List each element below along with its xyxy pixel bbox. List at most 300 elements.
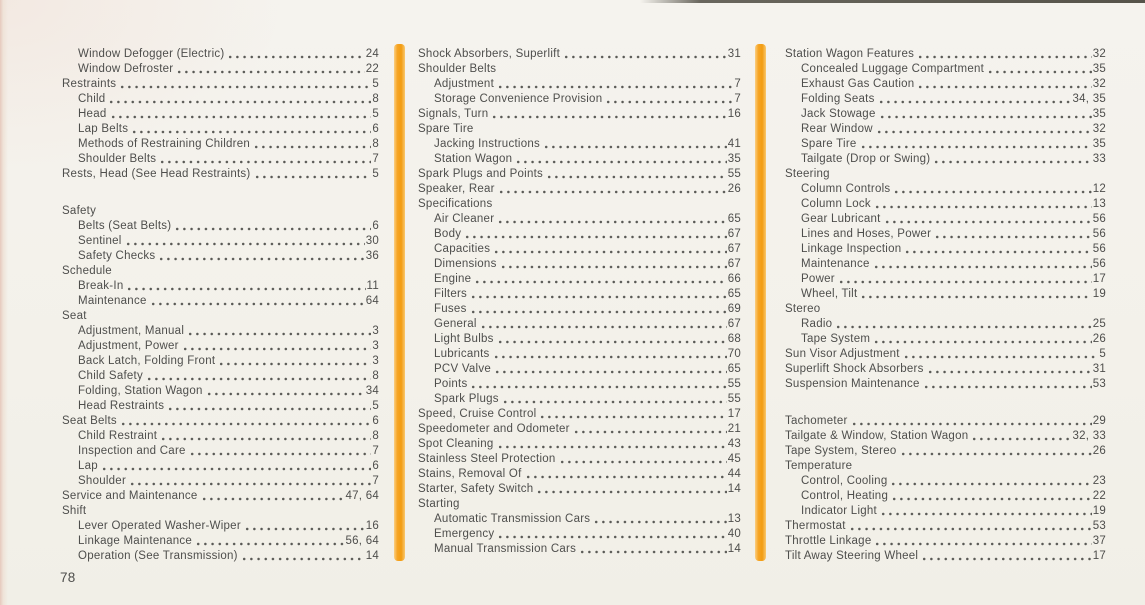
index-entry: [418, 226, 741, 241]
index-entry-label: Stereo: [785, 303, 821, 315]
index-entry: [418, 271, 741, 286]
index-entry-page: 67: [727, 228, 741, 240]
dot-leader: [875, 541, 1091, 547]
index-entry: [785, 61, 1106, 76]
dot-leader: [242, 556, 365, 562]
dot-leader: [988, 69, 1092, 75]
index-entry-label: Suspension Maintenance: [785, 378, 920, 390]
index-entry-label: Station Wagon: [434, 153, 513, 165]
index-entry: [62, 323, 379, 338]
index-entry: [62, 533, 379, 548]
dot-leader: [924, 384, 1092, 390]
index-entry-label: Back Latch, Folding Front: [78, 355, 216, 367]
index-entry-page: 55: [727, 393, 741, 405]
dot-leader: [494, 354, 727, 360]
index-entry-label: Sentinel: [78, 235, 122, 247]
index-entry: [62, 518, 379, 533]
index-entry-label: Body: [434, 228, 462, 240]
index-entry-page: 8: [372, 370, 379, 382]
dot-leader: [972, 436, 1071, 442]
index-entry-page: 35: [1092, 108, 1106, 120]
index-entry: [62, 293, 379, 308]
index-entry: [418, 211, 741, 226]
index-entry-page: 36: [365, 250, 379, 262]
index-entry: [62, 76, 379, 91]
index-entry: [418, 106, 741, 121]
index-entry-page: 5: [372, 168, 379, 180]
index-entry-page: 35: [727, 153, 741, 165]
dot-leader: [580, 549, 727, 555]
index-entry-label: Shock Absorbers, Superlift: [418, 48, 561, 60]
index-entry-label: Spot Cleaning: [418, 438, 494, 450]
index-entry-label: General: [434, 318, 477, 330]
index-entry-page: 32: [1092, 48, 1106, 60]
index-entry: [785, 413, 1106, 428]
index-entry-page: 17: [1092, 550, 1106, 562]
index-entry-label: Safety Checks: [78, 250, 156, 262]
index-entry-page: 25: [1092, 318, 1106, 330]
index-entry-label: Inspection and Care: [78, 445, 186, 457]
index-entry-page: 22: [1092, 490, 1106, 502]
dot-leader: [875, 204, 1092, 210]
index-entry: [785, 76, 1106, 91]
dot-leader: [885, 219, 1092, 225]
index-entry-label: Control, Heating: [801, 490, 889, 502]
dot-leader: [894, 189, 1091, 195]
index-entry-label: PCV Valve: [434, 363, 492, 375]
index-entry-label: Lap: [78, 460, 98, 472]
index-entry: [418, 436, 741, 451]
index-entry-label: Lines and Hoses, Power: [801, 228, 932, 240]
dot-leader: [471, 294, 727, 300]
index-entry-page: 12: [1092, 183, 1106, 195]
dot-leader: [501, 264, 727, 270]
dot-leader: [880, 114, 1092, 120]
index-entry-page: 24: [365, 48, 379, 60]
index-entry-label: Break-In: [78, 280, 124, 292]
index-entry-label: Fuses: [434, 303, 467, 315]
dot-leader: [874, 339, 1091, 345]
index-entry: [785, 256, 1106, 271]
index-entry: [418, 181, 741, 196]
index-entry-label: Folding, Station Wagon: [78, 385, 203, 397]
index-entry-label: Schedule: [62, 265, 112, 277]
dot-leader: [102, 466, 371, 472]
dot-leader: [228, 54, 364, 60]
index-entry-page: 31: [1092, 363, 1106, 375]
index-entry-label: Light Bulbs: [434, 333, 494, 345]
index-entry-label: Speedometer and Odometer: [418, 423, 570, 435]
index-entry-page: 56: [1092, 258, 1106, 270]
index-entry: [785, 166, 1106, 181]
index-entry: [785, 533, 1106, 548]
index-entry-label: Operation (See Transmission): [78, 550, 238, 562]
index-entry-page: 32: [1092, 78, 1106, 90]
index-entry-label: Service and Maintenance: [62, 490, 198, 502]
index-entry-page: 69: [727, 303, 741, 315]
index-entry: [785, 316, 1106, 331]
index-entry: [418, 451, 741, 466]
index-entry: [418, 421, 741, 436]
index-entry-page: 6: [372, 460, 379, 472]
index-entry: [785, 106, 1106, 121]
index-entry-page: 6: [372, 123, 379, 135]
index-entry-page: 3: [372, 340, 379, 352]
index-entry-label: Adjustment: [434, 78, 495, 90]
index-entry-label: Tape System, Stereo: [785, 445, 897, 457]
index-entry-label: Power: [801, 273, 835, 285]
index-entry-label: Starter, Safety Switch: [418, 483, 534, 495]
index-entry: [418, 91, 741, 106]
index-entry: [418, 316, 741, 331]
dot-leader: [255, 174, 372, 180]
index-entry: [785, 361, 1106, 376]
dot-leader: [168, 406, 371, 412]
dot-leader: [127, 286, 365, 292]
index-entry-page: 17: [727, 408, 741, 420]
index-entry-label: Stainless Steel Protection: [418, 453, 556, 465]
index-entry-page: 5: [372, 108, 379, 120]
dot-leader: [935, 234, 1092, 240]
index-entry-label: Child: [78, 93, 106, 105]
dot-leader: [540, 414, 726, 420]
index-entry: [785, 181, 1106, 196]
dot-leader: [499, 189, 727, 195]
index-entry-label: Lap Belts: [78, 123, 129, 135]
index-entry-page: 55: [727, 378, 741, 390]
index-entry-label: Folding Seats: [801, 93, 875, 105]
index-entry: [418, 541, 741, 556]
index-entry-label: Restraints: [62, 78, 117, 90]
dot-leader: [495, 369, 727, 375]
dot-leader: [874, 264, 1092, 270]
dot-leader: [120, 84, 371, 90]
index-entry: [418, 331, 741, 346]
dot-leader: [126, 241, 365, 247]
index-entry: [418, 61, 741, 76]
index-entry-page: 37: [1092, 535, 1106, 547]
dot-leader: [503, 399, 727, 405]
index-entry-page: 23: [1092, 475, 1106, 487]
index-entry-page: 53: [1092, 378, 1106, 390]
index-entry-label: Concealed Luggage Compartment: [801, 63, 985, 75]
index-entry-label: Head Restraints: [78, 400, 165, 412]
dot-leader: [516, 159, 726, 165]
index-entry-label: Station Wagon Features: [785, 48, 915, 60]
dot-leader: [111, 114, 372, 120]
index-entry: [785, 458, 1106, 473]
index-entry: [418, 151, 741, 166]
index-entry: [418, 166, 741, 181]
dot-leader: [161, 436, 371, 442]
index-entry: [785, 271, 1106, 286]
index-entry: [62, 136, 379, 151]
dot-leader: [465, 234, 726, 240]
dot-leader: [151, 301, 365, 307]
index-entry-page: 68: [727, 333, 741, 345]
index-entry-page: 14: [727, 543, 741, 555]
index-entry: [418, 136, 741, 151]
index-entry-label: Adjustment, Power: [78, 340, 179, 352]
index-entry: [62, 248, 379, 263]
index-entry: [785, 121, 1106, 136]
index-entry: [418, 376, 741, 391]
index-entry: [785, 46, 1106, 61]
column-divider: [394, 44, 405, 561]
index-entry: [785, 376, 1106, 391]
dot-leader: [207, 391, 365, 397]
index-entry: [785, 301, 1106, 316]
index-entry: [418, 256, 741, 271]
index-entry-page: 65: [727, 213, 741, 225]
index-entry-label: Tape System: [801, 333, 871, 345]
index-entry-page: 5: [372, 78, 379, 90]
index-entry-page: 26: [1092, 445, 1106, 457]
dot-leader: [183, 346, 372, 352]
index-entry: [418, 511, 741, 526]
dot-leader: [861, 294, 1091, 300]
index-entry-page: 3: [372, 325, 379, 337]
dot-leader: [544, 144, 727, 150]
index-entry-page: 26: [727, 183, 741, 195]
index-entry-label: Safety: [62, 205, 97, 217]
index-entry-label: Thermostat: [785, 520, 846, 532]
dot-leader: [850, 526, 1092, 532]
index-entry-label: Maintenance: [801, 258, 870, 270]
section-gap: [785, 391, 1106, 413]
index-entry: [62, 203, 379, 218]
index-entry-page: 16: [727, 108, 741, 120]
index-entry-label: Steering: [785, 168, 830, 180]
dot-leader: [836, 324, 1091, 330]
index-column-right: [785, 46, 1106, 563]
index-entry: [62, 233, 379, 248]
index-entry-label: Window Defogger (Electric): [78, 48, 225, 60]
dot-leader: [560, 459, 727, 465]
index-entry-label: Child Safety: [78, 370, 144, 382]
index-entry-page: 43: [727, 438, 741, 450]
index-entry-label: Spare Tire: [418, 123, 474, 135]
dot-leader: [498, 219, 726, 225]
index-entry-label: Rests, Head (See Head Restraints): [62, 168, 251, 180]
index-entry-page: 19: [1092, 505, 1106, 517]
dot-leader: [892, 496, 1092, 502]
index-entry-label: Specifications: [418, 198, 493, 210]
dot-leader: [547, 174, 727, 180]
index-entry-label: Tachometer: [785, 415, 848, 427]
index-entry: [418, 241, 741, 256]
index-entry: [62, 166, 379, 181]
index-entry-page: 29: [1092, 415, 1106, 427]
index-entry-label: Head: [78, 108, 107, 120]
dot-leader: [574, 429, 727, 435]
index-entry-page: 5: [372, 400, 379, 412]
index-entry-page: 56: [1092, 243, 1106, 255]
index-entry: [62, 383, 379, 398]
index-entry-page: 65: [727, 288, 741, 300]
index-entry-label: Storage Convenience Provision: [434, 93, 603, 105]
index-entry: [62, 458, 379, 473]
dot-leader: [901, 451, 1092, 457]
dot-leader: [245, 526, 365, 532]
dot-leader: [904, 354, 1099, 360]
index-entry-page: 32: [1092, 123, 1106, 135]
index-entry-page: 7: [734, 78, 741, 90]
index-entry: [785, 136, 1106, 151]
dot-leader: [494, 249, 727, 255]
index-entry: [785, 443, 1106, 458]
index-entry-page: 6: [372, 220, 379, 232]
index-entry: [418, 286, 741, 301]
index-entry-label: Control, Cooling: [801, 475, 888, 487]
index-entry-page: 56, 64: [345, 535, 379, 547]
dot-leader: [928, 369, 1092, 375]
index-entry-label: Jacking Instructions: [434, 138, 540, 150]
index-entry: [62, 548, 379, 563]
index-entry-label: Temperature: [785, 460, 853, 472]
index-entry: [785, 151, 1106, 166]
index-entry: [62, 503, 379, 518]
index-entry-label: Automatic Transmission Cars: [434, 513, 591, 525]
index-entry-page: 56: [1092, 228, 1106, 240]
dot-leader: [219, 361, 371, 367]
index-entry-label: Speaker, Rear: [418, 183, 495, 195]
index-entry: [418, 391, 741, 406]
index-entry-page: 53: [1092, 520, 1106, 532]
index-entry: [418, 196, 741, 211]
index-column-left: [62, 46, 379, 563]
index-entry-page: 70: [727, 348, 741, 360]
index-entry: [418, 361, 741, 376]
index-entry-label: Capacities: [434, 243, 491, 255]
index-entry-label: Seat: [62, 310, 87, 322]
index-entry-page: 8: [372, 93, 379, 105]
index-entry-page: 7: [734, 93, 741, 105]
dot-leader: [526, 474, 727, 480]
dot-leader: [109, 99, 371, 105]
index-entry-label: Jack Stowage: [801, 108, 876, 120]
index-entry-label: Rear Window: [801, 123, 873, 135]
index-entry-label: Maintenance: [78, 295, 147, 307]
index-entry-label: Points: [434, 378, 468, 390]
index-entry-page: 47, 64: [345, 490, 379, 502]
index-entry: [62, 428, 379, 443]
dot-leader: [891, 481, 1091, 487]
dot-leader: [130, 481, 371, 487]
column-divider: [755, 44, 766, 561]
scan-top-edge: [640, 0, 1145, 3]
index-entry-label: Superlift Shock Absorbers: [785, 363, 924, 375]
dot-leader: [147, 376, 371, 382]
dot-leader: [175, 226, 371, 232]
index-entry-page: 19: [1092, 288, 1106, 300]
dot-leader: [879, 99, 1072, 105]
index-entry-page: 67: [727, 243, 741, 255]
dot-leader: [537, 489, 726, 495]
index-entry-label: Exhaust Gas Caution: [801, 78, 915, 90]
dot-leader: [861, 144, 1092, 150]
dot-leader: [160, 159, 371, 165]
index-entry-page: 64: [365, 295, 379, 307]
index-entry: [785, 428, 1106, 443]
index-entry-page: 31: [727, 48, 741, 60]
index-entry-label: Linkage Inspection: [801, 243, 902, 255]
index-entry-page: 17: [1092, 273, 1106, 285]
index-entry-page: 6: [372, 415, 379, 427]
index-entry-label: Speed, Cruise Control: [418, 408, 537, 420]
index-entry: [62, 218, 379, 233]
index-entry: [62, 91, 379, 106]
dot-leader: [594, 519, 726, 525]
index-entry: [62, 473, 379, 488]
index-entry-label: Column Controls: [801, 183, 891, 195]
index-entry-page: 3: [372, 355, 379, 367]
dot-leader: [498, 444, 727, 450]
index-entry: [62, 121, 379, 136]
index-entry-page: 7: [372, 153, 379, 165]
dot-leader: [202, 496, 345, 502]
index-entry-page: 65: [727, 363, 741, 375]
dot-leader: [922, 556, 1092, 562]
index-entry-label: Gear Lubricant: [801, 213, 881, 225]
dot-leader: [196, 541, 344, 547]
index-entry-label: Radio: [801, 318, 833, 330]
index-entry-label: Seat Belts: [62, 415, 117, 427]
index-entry-label: Sun Visor Adjustment: [785, 348, 900, 360]
dot-leader: [492, 114, 726, 120]
index-entry: [62, 46, 379, 61]
dot-leader: [905, 249, 1091, 255]
index-entry: [62, 106, 379, 121]
index-entry-page: 14: [365, 550, 379, 562]
index-entry-page: 8: [372, 138, 379, 150]
index-entry-page: 45: [727, 453, 741, 465]
index-entry-page: 44: [727, 468, 741, 480]
index-entry: [785, 488, 1106, 503]
index-entry: [62, 338, 379, 353]
index-entry: [418, 406, 741, 421]
index-entry: [62, 308, 379, 323]
index-entry: [418, 301, 741, 316]
index-entry-label: Child Restraint: [78, 430, 158, 442]
index-entry-page: 35: [1092, 138, 1106, 150]
dot-leader: [132, 129, 371, 135]
index-entry-page: 13: [727, 513, 741, 525]
page-number: 78: [60, 570, 76, 585]
index-entry-page: 55: [727, 168, 741, 180]
dot-leader: [471, 309, 727, 315]
dot-leader: [498, 534, 726, 540]
index-entry-label: Wheel, Tilt: [801, 288, 858, 300]
index-entry-label: Filters: [434, 288, 468, 300]
dot-leader: [881, 511, 1092, 517]
index-entry: [62, 263, 379, 278]
index-entry-label: Engine: [434, 273, 472, 285]
index-entry-label: Tailgate & Window, Station Wagon: [785, 430, 969, 442]
index-entry-label: Throttle Linkage: [785, 535, 872, 547]
index-entry-page: 35: [1092, 63, 1106, 75]
index-entry: [418, 496, 741, 511]
section-gap: [62, 181, 379, 203]
index-entry: [785, 473, 1106, 488]
index-entry-label: Adjustment, Manual: [78, 325, 185, 337]
index-entry: [62, 488, 379, 503]
index-entry-label: Signals, Turn: [418, 108, 489, 120]
index-entry-page: 67: [727, 258, 741, 270]
dot-leader: [177, 69, 364, 75]
index-entry: [418, 121, 741, 136]
index-entry-page: 22: [365, 63, 379, 75]
